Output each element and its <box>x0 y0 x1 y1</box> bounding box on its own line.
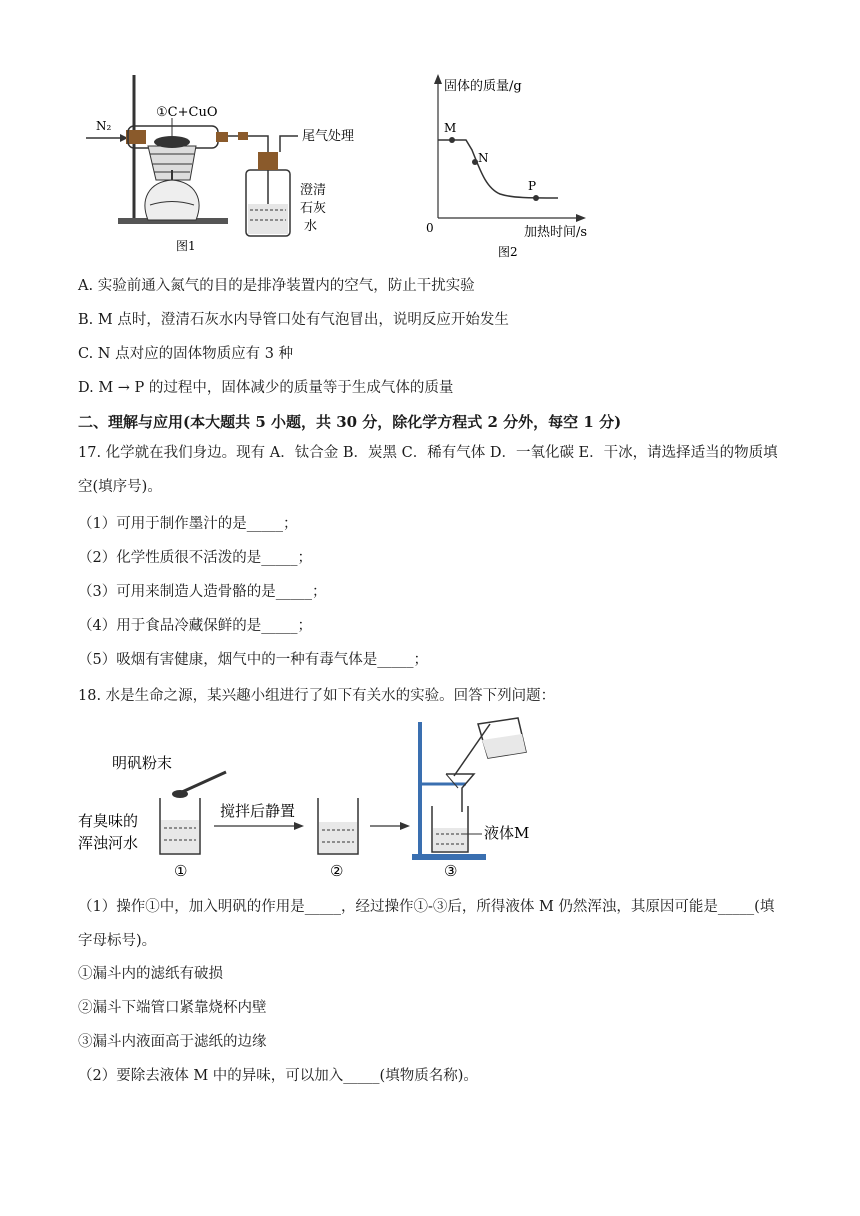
point-p-label: P <box>528 179 537 193</box>
q17-stem: 17. 化学就在我们身边。现有 A．钛合金 B．炭黑 C．稀有气体 D．一氧化碳 E．干冰，请选择适当的物质填空(填序号)。 <box>78 445 778 495</box>
y-axis-label: 固体的质量/g <box>444 79 522 94</box>
funnel <box>446 774 474 812</box>
x-axis-label: 加热时间/s <box>524 225 588 240</box>
glass-rod <box>454 724 490 776</box>
step-1-label: ① <box>174 862 188 880</box>
reaction-label: ①C+CuO <box>156 105 218 120</box>
stir-label: 搅拌后静置 <box>220 802 296 820</box>
point-p <box>533 195 539 201</box>
figure-2-caption: 图2 <box>498 245 518 259</box>
tail-gas-label: 尾气处理 <box>302 129 355 144</box>
point-m <box>449 137 455 143</box>
mass-curve <box>438 140 558 198</box>
option-d: D. M → P 的过程中，固体减少的质量等于生成气体的质量 <box>78 380 454 396</box>
q18-choice-1: ①漏斗内的滤纸有破损 <box>78 966 223 982</box>
q18-choice-2: ②漏斗下端管口紧靠烧杯内壁 <box>78 1000 267 1016</box>
q17-item-4: （4）用于食品冷藏保鲜的是_____； <box>78 618 312 634</box>
limewater-label-3: 水 <box>304 219 318 234</box>
q17-item-1: （1）可用于制作墨汁的是_____； <box>78 516 298 532</box>
section-2-title: 二、理解与应用(本大题共 5 小题，共 30 分，除化学方程式 2 分外，每空 1 分) <box>78 413 622 431</box>
q17-item-3: （3）可用来制造人造骨骼的是_____； <box>78 584 327 600</box>
point-m-label: M <box>444 121 457 135</box>
figure-1-caption: 图1 <box>176 239 196 253</box>
origin-label: 0 <box>426 221 434 235</box>
q18-part-2: （2）要除去液体 M 中的异味，可以加入_____(填物质名称)。 <box>78 1068 478 1084</box>
alcohol-lamp <box>145 180 199 220</box>
q18-stem: 18. 水是生命之源，某兴趣小组进行了如下有关水的实验。回答下列问题： <box>78 688 556 704</box>
alum-label: 明矾粉末 <box>112 754 173 772</box>
option-c: C. N 点对应的固体物质应有 3 种 <box>78 346 294 362</box>
q18-part-1: （1）操作①中，加入明矾的作用是_____，经过操作①-③后，所得液体 M 仍然浑浊，其原因可能是_____(填字母标号)。 <box>78 899 775 949</box>
river-label-2: 浑浊河水 <box>78 834 139 852</box>
filter-stand-base <box>412 854 486 860</box>
option-b: B. M 点时，澄清石灰水内导管口处有气泡冒出，说明反应开始发生 <box>78 312 509 328</box>
figure-1-apparatus <box>78 70 378 260</box>
step-2-label: ② <box>330 862 344 880</box>
point-n-label: N <box>478 151 489 165</box>
limewater-label-2: 石灰 <box>300 201 327 216</box>
n2-label: N₂ <box>96 119 112 133</box>
q18-choice-3: ③漏斗内液面高于滤纸的边缘 <box>78 1034 267 1050</box>
figure-3-purification <box>78 716 548 886</box>
spoon <box>182 772 226 792</box>
option-a: A. 实验前通入氮气的目的是排净装置内的空气，防止干扰实验 <box>78 278 475 294</box>
figure-2-graph <box>420 70 600 266</box>
q17-item-5: （5）吸烟有害健康，烟气中的一种有毒气体是_____； <box>78 652 428 668</box>
limewater-label-1: 澄清 <box>300 183 327 198</box>
q17-item-2: （2）化学性质很不活泼的是_____； <box>78 550 312 566</box>
step-3-label: ③ <box>444 862 458 880</box>
liquid-m-label: 液体M <box>484 824 530 842</box>
river-label-1: 有臭味的 <box>78 812 139 830</box>
